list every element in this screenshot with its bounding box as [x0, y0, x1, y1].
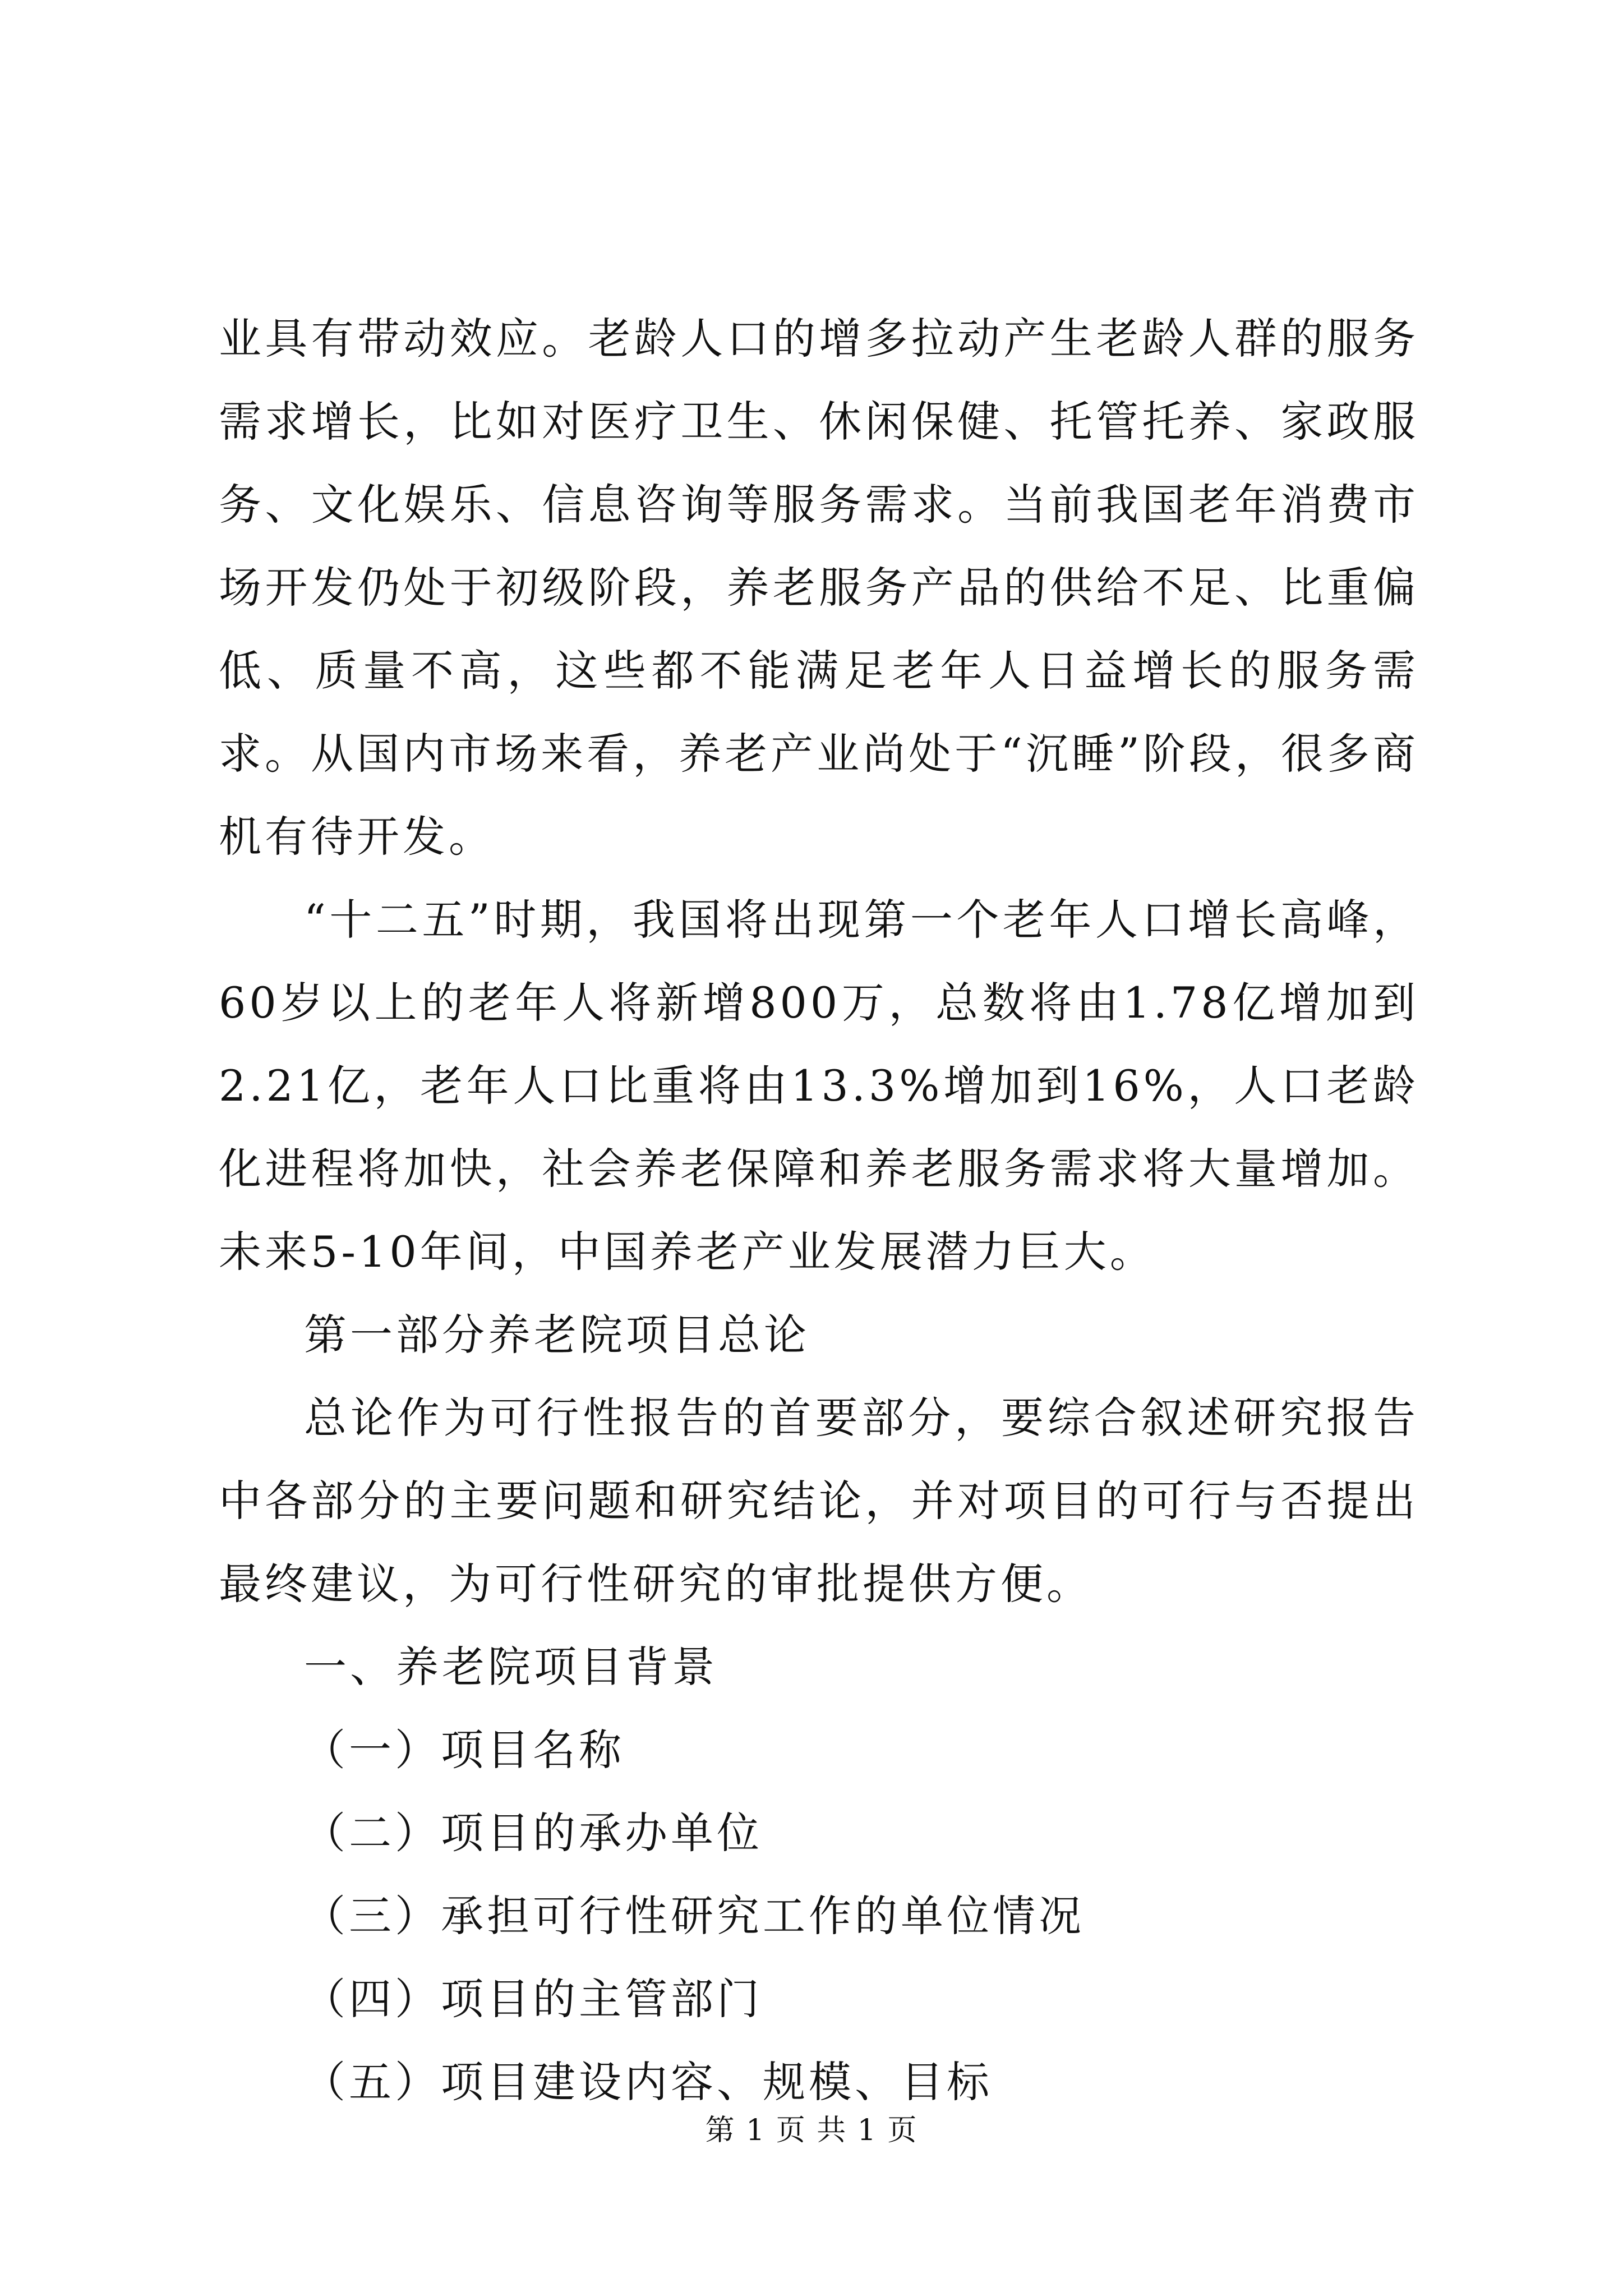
body-paragraph-1: 业具有带动效应。老龄人口的增多拉动产生老龄人群的服务需求增长，比如对医疗卫生、休闲保健、托管托养、家政服务、文化娱乐、信息咨询等服务需求。当前我国老年消费市场开发仍处于初级阶段，养老服务产品的供给不足、比重偏低、质量不高，这些都不能满足老年人日益增长的服务需求。从国内市场来看，养老产业尚处于“沉睡”阶段，很多商机有待开发。	[219, 314, 1419, 862]
outline-item-2: （二）项目的承办单位	[303, 1808, 763, 1858]
document-body	[219, 297, 1419, 2124]
section-heading: 第一部分养老院项目总论	[304, 1310, 810, 1360]
body-paragraph-2: “十二五”时期，我国将出现第一个老年人口增长高峰，60岁以上的老年人将新增800万，总数将由1.78亿增加到2.21亿，老年人口比重将由13.3%增加到16%，人口老龄化进程将加快，社会养老保障和养老服务需求将大量增加。未来5-10年间，中国养老产业发展潜力巨大。	[219, 895, 1419, 1277]
page-footer: 第 1 页 共 1 页	[705, 2114, 918, 2147]
body-paragraph-3: 总论作为可行性报告的首要部分，要综合叙述研究报告中各部分的主要问题和研究结论，并对项目的可行与否提出最终建议，为可行性研究的审批提供方便。	[219, 1393, 1419, 1609]
subsection-heading: 一、养老院项目背景	[304, 1642, 718, 1692]
outline-item-1: （一）项目名称	[303, 1725, 625, 1775]
outline-item-5: （五）项目建设内容、规模、目标	[303, 2057, 993, 2107]
outline-item-3: （三）承担可行性研究工作的单位情况	[303, 1891, 1085, 1941]
outline-item-4: （四）项目的主管部门	[303, 1974, 763, 2024]
